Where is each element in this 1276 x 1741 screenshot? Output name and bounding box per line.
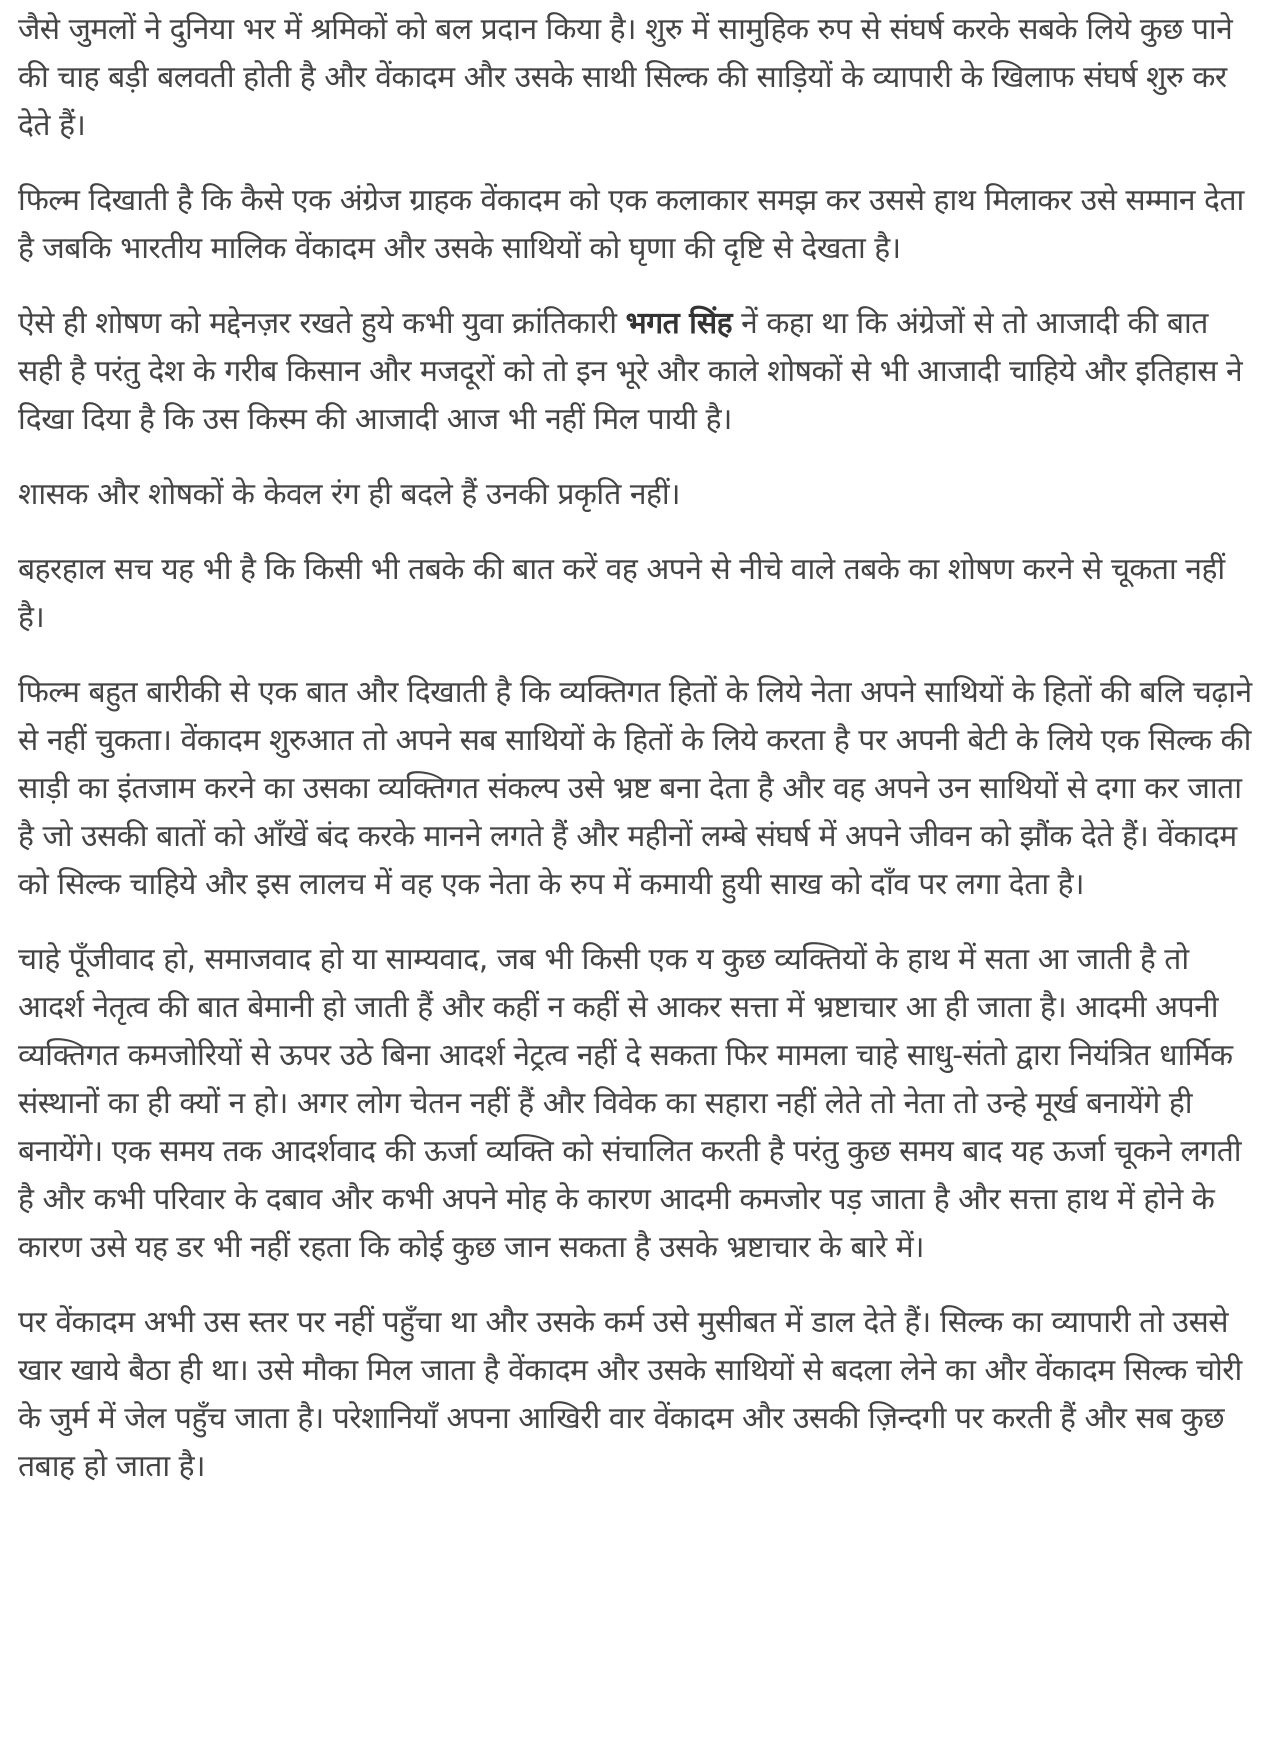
paragraph-5 [18,546,1254,642]
paragraph-2 [18,177,1254,273]
paragraph-2-text: फिल्म दिखाती है कि कैसे एक अंग्रेज ग्राहक वेंकादम को एक कलाकार समझ कर उससे हाथ मिलाकर उसे सम्मान देता है जबकि भारतीय मालिक वेंकादम और उसके साथियों को घृणा की दृष्टि से देखता है। [18,183,1244,266]
paragraph-3-text-end: नें कहा था कि अंग्रेजों से तो आजादी की बात सही है परंतु देश के गरीब किसान और मजदूरों को तो इन भूरे और काले शोषकों से भी आजादी चाहिये और इतिहास ने दिखा दिया है कि उस किस्म की आजादी आज भी नहीं मिल पायी है। [18,306,1243,437]
paragraph-7 [18,936,1254,1272]
paragraph-5-text: बहरहाल सच यह भी है कि किसी भी तबके की बात करें वह अपने से नीचे वाले तबके का शोषण करने से चूकता नहीं है। [18,552,1225,635]
paragraph-1-text: जैसे जुमलों ने दुनिया भर में श्रमिकों को बल प्रदान किया है। शुरु में सामुहिक रुप से संघर्ष करके सबके लिये कुछ पाने की चाह बड़ी बलवती होती है और वेंकादम और उसके साथी सिल्क की साड़ियों के व्यापारी के खिलाफ संघर्ष शुरु कर देते हैं। [18,12,1233,143]
paragraph-1 [18,6,1254,150]
paragraph-7-text: चाहे पूँजीवाद हो, समाजवाद हो या साम्यवाद, जब भी किसी एक य कुछ व्यक्तियों के हाथ में सता आ जाती है तो आदर्श नेतृत्व की बात बेमानी हो जाती हैं और कहीं न कहीं से आकर सत्ता में भ्रष्टाचार आ ही जाता है। आदमी अपनी व्यक्तिगत कमजोरियों से ऊपर उठे बिना आदर्श नेट्रत्व नहीं दे सकता फिर मामला चाहे साधु-संतो द्वारा नियंत्रित धार्मिक संस्थानों का ही क्यों न हो। अगर लोग चेतन नहीं हैं और विवेक का सहारा नहीं लेते तो नेता तो उन्हे मूर्ख बनायेंगे ही बनायेंगे। एक समय तक आदर्शवाद की ऊर्जा व्यक्ति को संचालित करती है परंतु कुछ समय बाद यह ऊर्जा चूकने लगती है और कभी परिवार के दबाव और कभी अपने मोह के कारण आदमी कमजोर पड़ जाता है और सत्ता हाथ में होने के कारण उसे यह डर भी नहीं रहता कि कोई कुछ जान सकता है उसके भ्रष्टाचार के बारे में। [18,942,1242,1265]
highlighted-name: भगत सिंह [625,306,733,341]
paragraph-8 [18,1299,1254,1491]
paragraph-8-text: पर वेंकादम अभी उस स्तर पर नहीं पहुँचा था और उसके कर्म उसे मुसीबत में डाल देते हैं। सिल्क का व्यापारी तो उससे खार खाये बैठा ही था। उसे मौका मिल जाता है वेंकादम और उसके साथियों से बदला लेने का और वेंकादम सिल्क चोरी के जुर्म में जेल पहुँच जाता है। परेशानियाँ अपना आखिरी वार वेंकादम और उसकी ज़िन्दगी पर करती हैं और सब कुछ तबाह हो जाता है। [18,1305,1242,1484]
article-body [18,0,1254,1518]
paragraph-4 [18,471,1254,519]
paragraph-6 [18,669,1254,909]
paragraph-3-text-start: ऐसे ही शोषण को मद्देनज़र रखते हुये कभी युवा क्रांतिकारी [18,306,626,341]
paragraph-3 [18,300,1254,444]
paragraph-6-text: फिल्म बहुत बारीकी से एक बात और दिखाती है कि व्यक्तिगत हितों के लिये नेता अपने साथियों के हितों की बलि चढ़ाने से नहीं चुकता। वेंकादम शुरुआत तो अपने सब साथियों के हितों के लिये करता है पर अपनी बेटी के लिये एक सिल्क की साड़ी का इंतजाम करने का उसका व्यक्तिगत संकल्प उसे भ्रष्ट बना देता है और वह अपने उन साथियों से दगा कर जाता है जो उसकी बातों को आँखें बंद करके मानने लगते हैं और महीनों लम्बे संघर्ष में अपने जीवन को झौंक देते हैं। वेंकादम को सिल्क चाहिये और इस लालच में वह एक नेता के रुप में कमायी हुयी साख को दाँव पर लगा देता है। [18,675,1252,902]
paragraph-4-text: शासक और शोषकों के केवल रंग ही बदले हैं उनकी प्रकृति नहीं। [18,477,681,512]
